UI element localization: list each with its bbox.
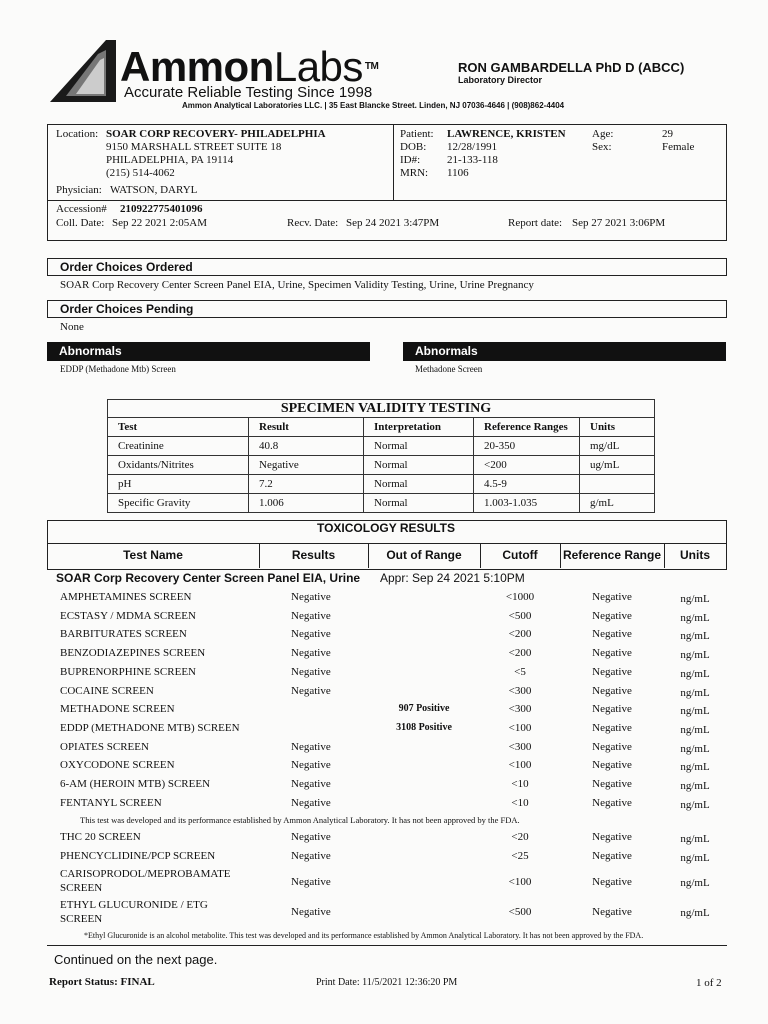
- report-date-label: Report date:: [508, 217, 563, 229]
- carisoprodol-name-line-1: CARISOPRODOL/MEPROBAMATE: [60, 868, 231, 880]
- validity-col-header: Test: [108, 418, 249, 437]
- table-cell: Creatinine: [108, 437, 249, 456]
- id-value: 21-133-118: [447, 154, 498, 166]
- etg-note: *Ethyl Glucuronide is an alcohol metabolite. This test was developed and its performance established by Ammon Analytical Laboratory. It has not been approved by the FDA.: [84, 931, 644, 940]
- panel-approval-date: Appr: Sep 24 2021 5:10PM: [380, 571, 525, 585]
- validity-col-header: Reference Ranges: [474, 418, 580, 437]
- validity-title: SPECIMEN VALIDITY TESTING: [108, 400, 655, 418]
- location-line-1: SOAR CORP RECOVERY- PHILADELPHIA: [106, 128, 326, 140]
- table-cell: ug/mL: [580, 456, 655, 475]
- tox-units-cell: ng/mL: [680, 723, 710, 736]
- validity-col-header: Units: [580, 418, 655, 437]
- tox-ref-cell: Negative: [592, 759, 632, 772]
- etg-name-line-1: ETHYL GLUCURONIDE / ETG: [60, 899, 208, 911]
- age-value: 29: [662, 128, 673, 140]
- validity-header-row: [108, 418, 655, 437]
- tox-cutoff-cell: <200: [508, 647, 532, 660]
- tox-units-cell: ng/mL: [680, 852, 710, 864]
- brand-tagline: Accurate Reliable Testing Since 1998: [124, 84, 373, 101]
- tox-cutoff-cell: <300: [508, 684, 532, 697]
- toxicology-bottom-rule: [47, 945, 727, 946]
- tox-result-cell: Negative: [291, 740, 331, 753]
- tox-cutoff-cell: <200: [508, 628, 532, 641]
- table-cell: [580, 475, 655, 494]
- tox-cutoff-cell: <100: [508, 759, 532, 772]
- id-label: ID#:: [400, 154, 421, 166]
- tox-cutoff-cell: <20: [511, 831, 529, 843]
- dob-label: DOB:: [400, 141, 427, 153]
- abnormals-left-item: EDDP (Methadone Mtb) Screen: [60, 364, 176, 374]
- page-number: 1 of 2: [696, 977, 722, 989]
- tox-ref-cell: Negative: [592, 850, 632, 862]
- tox-units-cell: ng/mL: [680, 780, 710, 792]
- tox-oor-cell: 907 Positive: [398, 703, 450, 715]
- panel-name: SOAR Corp Recovery Center Screen Panel EIA, Urine: [56, 571, 361, 585]
- lab-director-name: RON GAMBARDELLA PhD D (ABCC): [458, 60, 685, 75]
- brand-name: AmmonLabs ™: [120, 43, 379, 90]
- accession-label: Accession#: [56, 203, 107, 215]
- tox-units-cell: ng/mL: [680, 611, 710, 624]
- tox-name-cell: OPIATES SCREEN: [60, 740, 149, 753]
- table-cell: 7.2: [249, 475, 364, 494]
- tox-units-cell: ng/mL: [680, 649, 710, 662]
- tox-units-cell: ng/mL: [680, 705, 710, 718]
- physician-label: Physician:: [56, 184, 102, 196]
- tox-col-header: Out of Range: [386, 548, 462, 562]
- accession-value: 210922775401096: [120, 203, 203, 215]
- table-cell: Negative: [249, 456, 364, 475]
- ammon-labs-logo-icon: [50, 40, 116, 102]
- table-cell: Specific Gravity: [108, 494, 249, 513]
- tox-result-cell: Negative: [291, 628, 331, 641]
- collection-date: Sep 22 2021 2:05AM: [112, 217, 208, 229]
- tox-name-cell: AMPHETAMINES SCREEN: [60, 591, 192, 603]
- tox-ref-cell: Negative: [592, 721, 632, 734]
- etg-cutoff: <500: [508, 906, 532, 918]
- orders-pending-header: Order Choices Pending: [47, 300, 727, 318]
- validity-col-header: Result: [249, 418, 364, 437]
- tox-result-cell: Negative: [291, 591, 331, 603]
- table-cell: pH: [108, 475, 249, 494]
- table-row: [108, 494, 655, 513]
- orders-pending-text: None: [60, 321, 84, 333]
- toxicology-title: TOXICOLOGY RESULTS: [316, 521, 456, 535]
- patient-box-divider: [47, 200, 727, 201]
- tox-units-cell: ng/mL: [680, 833, 710, 845]
- tox-ref-cell: Negative: [592, 628, 632, 641]
- tox-ref-cell: Negative: [592, 796, 632, 809]
- tox-ref-cell: Negative: [592, 591, 632, 603]
- tox-ref-cell: Negative: [592, 740, 632, 753]
- tox-name-cell: EDDP (METHADONE MTB) SCREEN: [60, 721, 240, 734]
- specimen-validity-table: [107, 399, 655, 513]
- tox-name-cell: OXYCODONE SCREEN: [60, 759, 175, 772]
- tox-result-cell: Negative: [291, 647, 331, 660]
- tox-ref-cell: Negative: [592, 831, 632, 843]
- tox-result-cell: Negative: [291, 796, 331, 809]
- sex-label: Sex:: [592, 141, 612, 153]
- tox-name-cell: BUPRENORPHINE SCREEN: [60, 665, 196, 678]
- location-label: Location:: [56, 128, 99, 140]
- orders-ordered-text: SOAR Corp Recovery Center Screen Panel EIA, Urine, Specimen Validity Testing, Urine, Urine Pregnancy: [60, 279, 534, 291]
- tox-ref-cell: Negative: [592, 609, 632, 622]
- tox-units-cell: ng/mL: [680, 761, 710, 774]
- location-line-2: 9150 MARSHALL STREET SUITE 18: [106, 141, 282, 153]
- carisoprodol-name: [60, 867, 231, 895]
- tox-name-cell: 6-AM (HEROIN MTB) SCREEN: [60, 778, 211, 790]
- table-cell: 20-350: [474, 437, 580, 456]
- patient-name: LAWRENCE, KRISTEN: [447, 128, 566, 140]
- tox-col-header: Cutoff: [502, 548, 538, 562]
- tox-cutoff-cell: <25: [511, 850, 529, 862]
- etg-reference: Negative: [592, 906, 632, 918]
- tox-ref-cell: Negative: [592, 778, 632, 790]
- mrn-label: MRN:: [400, 167, 429, 179]
- table-row: [108, 456, 655, 475]
- sex-value: Female: [662, 141, 695, 153]
- carisoprodol-reference: Negative: [592, 876, 632, 888]
- tox-col-header: Units: [680, 548, 710, 562]
- etg-result: Negative: [291, 906, 331, 918]
- tox-units-cell: ng/mL: [680, 798, 710, 811]
- tox-ref-cell: Negative: [592, 684, 632, 697]
- report-status-value: FINAL: [120, 976, 155, 988]
- tox-name-cell: PHENCYCLIDINE/PCP SCREEN: [60, 850, 216, 862]
- table-cell: Normal: [364, 494, 474, 513]
- table-cell: Normal: [364, 456, 474, 475]
- received-date-label: Recv. Date:: [287, 217, 339, 229]
- etg-units: ng/mL: [680, 907, 710, 919]
- received-date: Sep 24 2021 3:47PM: [346, 217, 440, 229]
- table-cell: 1.006: [249, 494, 364, 513]
- tox-name-cell: FENTANYL SCREEN: [60, 796, 162, 809]
- tox-units-cell: ng/mL: [680, 742, 710, 755]
- tox-cutoff-cell: <100: [508, 721, 532, 734]
- tox-name-cell: ECSTASY / MDMA SCREEN: [60, 609, 196, 622]
- tox-ref-cell: Negative: [592, 703, 632, 716]
- table-cell: mg/dL: [580, 437, 655, 456]
- table-cell: <200: [474, 456, 580, 475]
- tox-result-cell: Negative: [291, 609, 331, 622]
- tox-col-header: Results: [291, 548, 336, 562]
- table-cell: g/mL: [580, 494, 655, 513]
- table-cell: 4.5-9: [474, 475, 580, 494]
- abnormals-right-header: Abnormals: [403, 342, 726, 361]
- tox-col-header: Test Name: [123, 548, 183, 562]
- abnormals-right-item: Methadone Screen: [415, 364, 483, 374]
- tox-units-cell: ng/mL: [680, 667, 710, 680]
- continued-notice: Continued on the next page.: [54, 952, 218, 967]
- abnormals-left-header: Abnormals: [47, 342, 370, 361]
- tox-result-cell: Negative: [291, 778, 331, 790]
- patient-box-vertical-divider: [393, 124, 394, 200]
- table-cell: 1.003-1.035: [474, 494, 580, 513]
- table-cell: 40.8: [249, 437, 364, 456]
- tox-name-cell: COCAINE SCREEN: [60, 684, 154, 697]
- tox-name-cell: BENZODIAZEPINES SCREEN: [60, 647, 206, 660]
- tox-result-cell: Negative: [291, 759, 331, 772]
- tox-col-header: Reference Range: [562, 548, 662, 562]
- table-cell: Oxidants/Nitrites: [108, 456, 249, 475]
- tox-units-cell: ng/mL: [680, 686, 710, 699]
- table-row: [108, 475, 655, 494]
- etg-name-line-2: SCREEN: [60, 913, 103, 925]
- lab-director-title: Laboratory Director: [458, 75, 543, 85]
- tox-cutoff-cell: <300: [508, 740, 532, 753]
- table-cell: Normal: [364, 475, 474, 494]
- tox-cutoff-cell: <10: [511, 796, 529, 809]
- tox-result-cell: Negative: [291, 831, 331, 843]
- tox-result-cell: Negative: [291, 850, 331, 862]
- tox-name-cell: BARBITURATES SCREEN: [60, 628, 187, 641]
- lab-address: Ammon Analytical Laboratories LLC. | 35 East Blancke Street. Linden, NJ 07036-4646 | (908)862-4404: [182, 101, 565, 110]
- carisoprodol-result: Negative: [291, 876, 331, 888]
- collection-date-label: Coll. Date:: [56, 217, 105, 229]
- tox-result-cell: Negative: [291, 684, 331, 697]
- tox-units-cell: ng/mL: [680, 630, 710, 643]
- table-cell: Normal: [364, 437, 474, 456]
- dob-value: 12/28/1991: [447, 141, 498, 153]
- patient-label: Patient:: [400, 128, 434, 140]
- print-date: Print Date: 11/5/2021 12:36:20 PM: [316, 977, 458, 988]
- physician-name: WATSON, DARYL: [110, 184, 198, 196]
- report-date: Sep 27 2021 3:06PM: [572, 217, 666, 229]
- fentanyl-note: This test was developed and its performance established by Ammon Analytical Laboratory. It has not been approved by the FDA.: [80, 815, 520, 825]
- tox-cutoff-cell: <300: [508, 703, 532, 716]
- carisoprodol-units: ng/mL: [680, 877, 710, 889]
- carisoprodol-cutoff: <100: [508, 876, 532, 888]
- report-status: [49, 976, 155, 988]
- tox-cutoff-cell: <10: [511, 778, 529, 790]
- tox-cutoff-cell: <500: [508, 609, 532, 622]
- tox-cutoff-cell: <1000: [505, 591, 535, 603]
- tox-name-cell: THC 20 SCREEN: [60, 831, 141, 843]
- age-label: Age:: [592, 128, 614, 140]
- location-line-4: (215) 514-4062: [106, 167, 175, 179]
- tox-oor-cell: 3108 Positive: [396, 721, 452, 733]
- tox-result-cell: Negative: [291, 665, 331, 678]
- toxicology-divider: [47, 543, 727, 544]
- table-row: [108, 437, 655, 456]
- etg-name: [60, 898, 208, 926]
- location-line-3: PHILADELPHIA, PA 19114: [106, 154, 234, 166]
- validity-col-header: Interpretation: [364, 418, 474, 437]
- tox-name-cell: METHADONE SCREEN: [60, 703, 175, 716]
- carisoprodol-name-line-2: SCREEN: [60, 882, 103, 894]
- tox-cutoff-cell: <5: [514, 665, 526, 678]
- tox-ref-cell: Negative: [592, 647, 632, 660]
- tox-units-cell: ng/mL: [680, 593, 710, 605]
- mrn-value: 1106: [447, 167, 469, 179]
- orders-ordered-header: Order Choices Ordered: [47, 258, 727, 276]
- tox-ref-cell: Negative: [592, 665, 632, 678]
- report-status-label: Report Status:: [49, 976, 118, 988]
